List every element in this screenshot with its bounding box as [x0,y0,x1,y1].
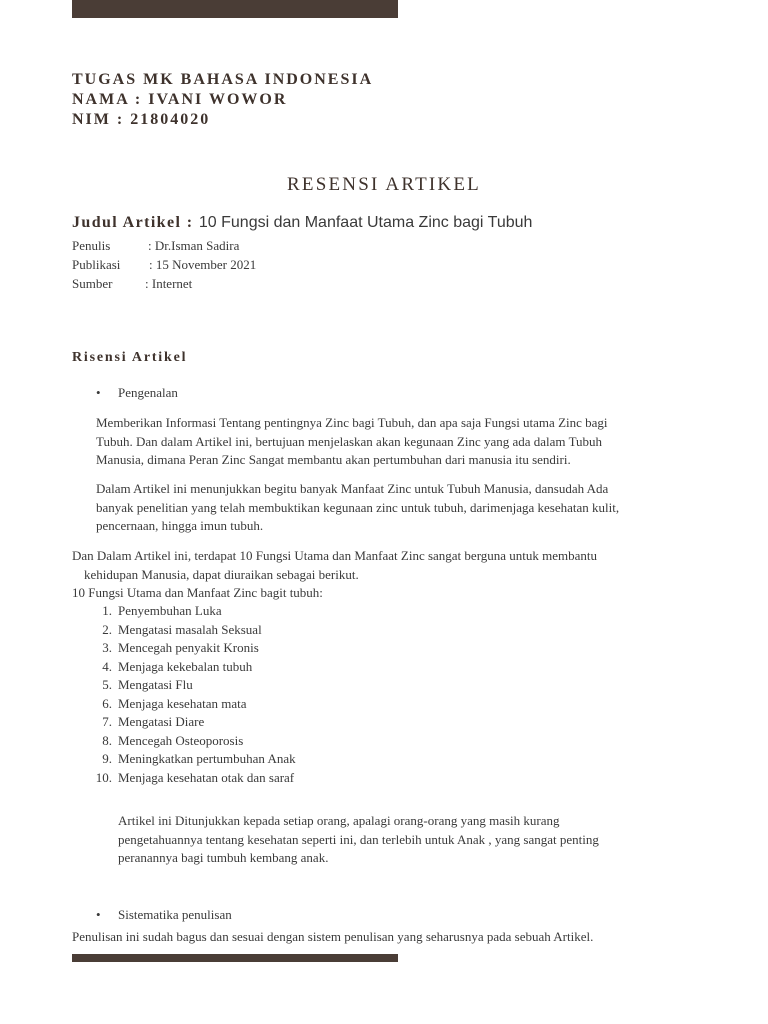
list-item [96,677,496,696]
list-number: 9. [102,751,112,766]
list-item [96,733,496,752]
paragraph-conclusion: Penulisan ini sudah bagus dan sesuai dengan sistem penulisan yang seharusnya pada sebuah Artikel. [72,929,594,944]
bottom-decorative-bar [72,954,398,962]
functions-list [96,603,496,788]
paragraph-line: Dan Dalam Artikel ini, terdapat 10 Fungsi Utama dan Manfaat Zinc sangat berguna untuk membantu [72,548,598,563]
list-number: 7. [102,714,112,729]
list-item [96,751,496,770]
list-item [96,622,496,641]
article-title-line [72,214,532,232]
course-line: TUGAS MK BAHASA INDONESIA [72,71,374,88]
list-number: 2. [102,621,112,637]
list-text: Menjaga kekebalan tubuh [118,658,253,674]
list-number: 8. [102,732,112,748]
list-number: 5. [102,677,112,692]
list-item [96,696,496,715]
paragraph-line: banyak penelitian yang telah membuktikan kegunaan zinc untuk tubuh, darimenjaga kesehatan kulit, [96,499,620,515]
article-title-value: 10 Fungsi dan Manfaat Utama Zinc bagi Tubuh [198,214,533,231]
paragraph-line: Artikel ini Ditunjukkan kepada setiap orang, apalagi orang-orang yang masih kurang [118,813,560,828]
list-item [96,770,496,789]
paragraph-list-intro [72,547,597,603]
list-item [96,640,496,659]
paragraph-line: 10 Fungsi Utama dan Manfaat Zinc bagit tubuh: [72,585,323,600]
meta-row-penulis [72,238,472,257]
list-number: 6. [102,695,112,711]
bullet-label: Sistematika penulisan [118,907,232,922]
list-text: Menjaga kesehatan mata [118,695,247,711]
student-nim: NIM : 21804020 [72,111,211,128]
list-text: Mencegah Osteoporosis [118,732,244,748]
paragraph-intro [96,414,608,470]
article-meta [72,238,472,295]
paragraph-benefits [96,480,619,536]
list-number: 1. [102,603,112,618]
list-item [96,603,496,622]
paragraph-line: pencernaan, hingga imun tubuh. [96,518,264,533]
meta-value: : Internet [145,276,193,291]
top-decorative-bar [72,0,398,18]
paragraph-line: pengetahuannya tentang kesehatan seperti ini, dan terlebih untuk Anak , yang sangat penting [118,831,599,847]
section-heading: Risensi Artikel [72,350,188,365]
student-name: NAMA : IVANI WOWOR [72,91,288,108]
paragraph-line: Tubuh. Dan dalam Artikel ini, bertujuan menjelaskan akan kegunaan Zinc yang ada dalam Tubuh [96,433,603,449]
list-item [96,659,496,678]
bullet-label: Pengenalan [118,385,178,400]
list-text: Mengatasi Flu [118,677,193,692]
paragraph-line: kehidupan Manusia, dapat diuraikan sebagai berikut. [84,566,359,582]
article-title-label: Judul Artikel : [72,214,199,231]
paragraph-line: Dalam Artikel ini menunjukkan begitu banyak Manfaat Zinc untuk Tubuh Manusia, dansudah Ada [96,481,609,496]
meta-row-publikasi [72,257,472,276]
list-text: Mengatasi Diare [118,714,205,729]
list-number: 10. [95,769,112,785]
bullet-dot-icon: • [96,907,101,922]
meta-key: Penulis [72,238,111,253]
list-number: 3. [102,640,112,655]
paragraph-line: Memberikan Informasi Tentang pentingnya Zinc bagi Tubuh, dan apa saja Fungsi utama Zinc bagi [96,415,608,430]
list-text: Mencegah penyakit Kronis [118,640,259,655]
document-header [72,70,373,130]
list-number: 4. [102,658,112,674]
list-text: Meningkatkan pertumbuhan Anak [118,751,296,766]
paragraph-line: peranannya bagi tumbuh kembang anak. [118,850,329,865]
paragraph-line: Manusia, dimana Peran Zinc Sangat membantu akan pertumbuhan dari manusia itu sendiri. [96,452,571,467]
meta-value: : Dr.Isman Sadira [148,238,240,253]
bullet-dot-icon: • [96,385,101,400]
list-text: Penyembuhan Luka [118,603,222,618]
meta-key: Sumber [72,276,113,291]
paragraph-audience [118,812,599,868]
list-item [96,714,496,733]
meta-key: Publikasi [72,257,121,272]
meta-value: : 15 November 2021 [149,257,257,272]
page-title: RESENSI ARTIKEL [287,174,481,195]
list-text: Mengatasi masalah Seksual [118,621,262,637]
list-text: Menjaga kesehatan otak dan saraf [118,769,295,785]
meta-row-sumber [72,276,472,295]
